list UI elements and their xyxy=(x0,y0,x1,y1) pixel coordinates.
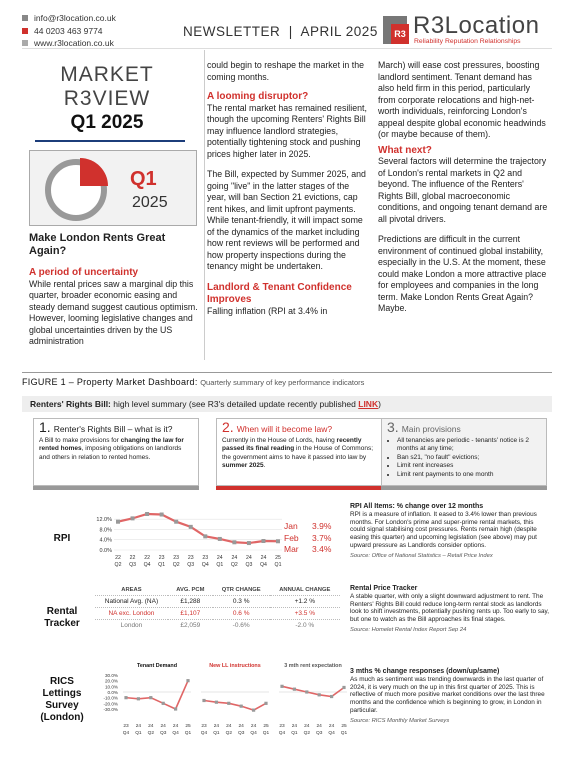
x-tick-label: Q1 xyxy=(135,731,142,736)
article-column-3 xyxy=(378,60,548,315)
card3-accent xyxy=(381,486,547,490)
x-tick-label: Q1 xyxy=(274,562,282,568)
rental-pcm: £1,107 xyxy=(168,608,213,620)
provision-item: • Limit rent increases xyxy=(397,462,541,471)
x-tick-label: Q4 xyxy=(328,731,335,736)
figure-subtitle: Quarterly summary of key performance indicators xyxy=(200,378,365,387)
x-tick-label: 23 xyxy=(202,555,209,561)
y-tick-label: -10.0% xyxy=(103,695,118,701)
x-tick-label: Q2 xyxy=(225,731,233,736)
x-tick-label: Q2 xyxy=(303,731,311,736)
x-tick-label: Q4 xyxy=(143,562,151,568)
card2-text-a: Currently in the House of Lords, having xyxy=(222,436,337,444)
rpi-month-name: Feb xyxy=(284,532,299,543)
provisions-list xyxy=(387,437,541,480)
company-logo xyxy=(383,14,553,46)
x-tick-label: Q1 xyxy=(184,731,192,736)
heading-uncertainty: A period of uncertainty xyxy=(29,267,139,278)
rental-col-header: QTR CHANGE xyxy=(221,587,261,593)
rics-chart xyxy=(94,659,348,745)
contact-email[interactable]: info@r3location.co.uk xyxy=(34,13,116,23)
contact-phone[interactable]: 44 0203 463 9774 xyxy=(34,25,103,36)
paragraph-6: March) will ease cost pressures, boosting landlord sentiment. Tenant demand has also held firm in this period, particularly from corporate relocations and high-net-worth individuals, reinforcing London's appeal despite global economic headwinds (or maybe because of them). xyxy=(378,60,546,139)
y-tick-label: 0.0% xyxy=(99,548,112,554)
rental-pcm: £2,059 xyxy=(168,620,213,632)
rics-source: Source: RICS Monthly Market Surveys xyxy=(350,717,450,724)
masthead-r3view xyxy=(22,88,192,110)
table-row xyxy=(95,620,340,632)
provision-item: • Limit rent payments to one month xyxy=(397,471,541,480)
x-tick-label: Q3 xyxy=(159,731,167,736)
rental-annual: +1.2 % xyxy=(270,596,340,608)
badge-year: 2025 xyxy=(132,194,168,211)
rrb-banner xyxy=(22,396,552,412)
article-column-2 xyxy=(207,60,367,317)
provision-item: • Ban s21, "no fault" evictions; xyxy=(397,454,541,463)
rpi-note xyxy=(350,503,550,561)
rics-point xyxy=(162,702,165,705)
card-what-is-it xyxy=(33,418,199,486)
panel-title: Tenant Demand xyxy=(136,663,178,669)
card1-accent xyxy=(33,486,199,490)
quarter-badge xyxy=(29,150,197,226)
card1-text-c: , imposing obligations on landlords and others in relation to rented homes. xyxy=(39,445,182,461)
rics-point xyxy=(174,707,177,710)
rrb-text: high level summary (see R3's detailed update recently published xyxy=(113,399,356,409)
x-tick-label: 22 xyxy=(144,555,150,561)
rrb-close: ) xyxy=(378,399,381,409)
rics-series-line xyxy=(126,681,188,709)
rental-note-title: Rental Price Tracker xyxy=(350,585,418,592)
rental-note-text: A stable quarter, with only a slight downward adjustment to rent. The Renters' Rights Bill could reduce long-term rental stock as landlords look to shift investments, potentially pushing rents up. Too early to say, but one to watch as the Bill approaches its final stages. xyxy=(350,592,550,624)
rpi-point xyxy=(276,539,280,543)
x-tick-label: Q1 xyxy=(262,731,270,736)
figure-caption xyxy=(22,377,364,387)
newsletter-title: NEWSLETTER | APRIL 2025 xyxy=(183,24,378,39)
rics-point xyxy=(305,690,308,693)
rics-point xyxy=(137,697,140,700)
email-icon xyxy=(22,15,28,21)
table-row xyxy=(95,608,340,620)
rics-point xyxy=(318,693,321,696)
rental-table xyxy=(95,585,340,631)
heading-disruptor: A looming disruptor? xyxy=(207,91,309,102)
rental-qtr: 0.6 % xyxy=(213,608,270,620)
rics-point xyxy=(264,702,267,705)
rics-label: RICS Lettings Survey (London) xyxy=(40,676,84,723)
rpi-months xyxy=(284,521,331,556)
provision-item: • All tenancies are periodic - tenants' notice is 2 months at any time; xyxy=(397,437,541,454)
rpi-point xyxy=(174,520,178,524)
masthead-rule xyxy=(35,140,185,142)
rental-qtr: -0.6% xyxy=(213,620,270,632)
x-tick-label: 24 xyxy=(250,724,257,729)
x-tick-label: Q4 xyxy=(201,562,209,568)
x-tick-label: Q2 xyxy=(147,731,155,736)
paragraph-5: Falling inflation (RPI at 3.4% in xyxy=(207,305,328,316)
rics-point xyxy=(186,679,189,682)
y-tick-label: 4.0% xyxy=(99,537,112,544)
rics-note-title: 3 mths % change responses (down/up/same) xyxy=(350,668,500,675)
rics-point xyxy=(342,686,345,689)
rics-point xyxy=(227,702,230,705)
rpi-month-name: Jan xyxy=(284,521,298,531)
x-tick-label: 24 xyxy=(216,555,223,561)
rpi-point xyxy=(247,541,251,545)
rpi-source: Source: Office of National Statistics – Retail Price Index xyxy=(350,552,493,559)
x-tick-label: 22 xyxy=(115,555,121,561)
y-tick-label: 8.0% xyxy=(99,527,112,534)
rics-note xyxy=(350,668,550,726)
y-tick-label: 12.0% xyxy=(96,517,112,524)
rics-point xyxy=(330,695,333,698)
figure-divider xyxy=(22,372,552,373)
table-row xyxy=(95,596,340,608)
card2-text-e: . xyxy=(263,462,266,469)
rpi-point xyxy=(232,540,236,544)
contact-web[interactable]: www.r3location.co.uk xyxy=(34,38,114,48)
rpi-note-text: RPI is a measure of inflation. It eased to 3.4% lower than previous months. For London's prime and super-prime rental markets, this could signal stabilising cost pressures. Rents remain high (despite easing this quarter) and upcoming legislation (see above) may put upward pressure as Landlords consider options. xyxy=(350,510,537,549)
card1-title: Renter's Rights Bill – what is it? xyxy=(53,424,173,434)
x-tick-label: 23 xyxy=(279,724,285,729)
rental-area: London xyxy=(95,620,168,632)
rental-area: NA exc. London xyxy=(95,608,168,620)
x-tick-label: Q2 xyxy=(230,562,238,568)
x-tick-label: 24 xyxy=(172,724,179,729)
rpi-series-line xyxy=(118,514,278,543)
phone-icon xyxy=(22,28,28,34)
card3-title: Main provisions xyxy=(401,424,461,434)
panel-title: 3 mth rent expectation xyxy=(284,663,342,669)
paragraph-1: While rental prices saw a marginal dip this quarter, broader economic easing and steady demand suggest cautious optimism. However, looming legislative changes and global uncertainties driven by the US administration xyxy=(29,278,198,346)
rrb-label: Renters' Rights Bill: xyxy=(30,399,111,409)
rental-header-row xyxy=(95,585,340,596)
card2-text-c: in the House of Commons; the government aims to have it passed into law by xyxy=(222,445,374,461)
x-tick-label: Q4 xyxy=(122,731,130,736)
x-tick-label: 24 xyxy=(260,555,267,561)
rental-col-header: AREAS xyxy=(121,587,142,593)
x-tick-label: 24 xyxy=(231,555,238,561)
rental-annual: +3.5 % xyxy=(270,608,340,620)
x-tick-label: 25 xyxy=(275,555,281,561)
x-tick-label: 23 xyxy=(173,555,180,561)
rpi-chart xyxy=(88,506,284,578)
rpi-month-value: 3.7% xyxy=(312,532,332,543)
y-tick-label: 30.0% xyxy=(104,673,118,678)
card-when-law xyxy=(216,418,382,486)
x-tick-label: Q3 xyxy=(237,731,245,736)
card1-number: 1. xyxy=(39,419,51,435)
x-tick-label: 24 xyxy=(238,724,244,729)
rics-note-text: As much as sentiment was trending downwards in the last quarter of 2024, it is very much on the up in this first quarter of 2025. This is reflective of much more positive market conditions over the last three months and the confidence which is beginning to grow, in London in particular. xyxy=(350,675,545,714)
heading-confidence: Landlord & Tenant Confidence Improves xyxy=(207,281,352,305)
rental-col-header: AVG. PCM xyxy=(176,587,205,593)
x-tick-label: 24 xyxy=(291,724,298,729)
x-tick-label: 24 xyxy=(148,724,154,729)
header-divider xyxy=(22,48,552,49)
rpi-month-row xyxy=(284,533,331,545)
badge-quarter: Q1 xyxy=(130,168,157,190)
x-tick-label: Q3 xyxy=(245,562,253,568)
paragraph-8: Predictions are difficult in the current environment of continued global instability, especially in the U.S. At the moment, these could make London a more attractive place for employees and companies in the long term. Make London Rents Great Again? Maybe. xyxy=(378,234,547,313)
rental-annual: -2.0 % xyxy=(270,620,340,632)
y-tick-label: -20.0% xyxy=(103,701,118,707)
y-tick-label: 20.0% xyxy=(104,678,118,684)
paragraph-7: Several factors will determine the trajectory of London's rental markets in Q2 and beyond. The influence of the Renters' Rights Bill, global macroeconomic conditions, and ongoing tenant demand are all pivotal drivers. xyxy=(378,156,548,224)
rental-pcm: £1,288 xyxy=(168,596,213,608)
x-tick-label: 24 xyxy=(135,724,142,729)
rpi-month-row xyxy=(284,544,331,556)
card1-text-a: A Bill to make provisions for xyxy=(39,436,121,444)
rpi-point xyxy=(261,539,265,543)
x-tick-label: 24 xyxy=(304,724,310,729)
rpi-label: RPI xyxy=(53,533,71,544)
logo-tagline: Reliability Reputation Relationships xyxy=(414,38,521,45)
rental-note xyxy=(350,585,550,635)
card2-number: 2. xyxy=(222,419,234,435)
masthead-quarter: Q1 2025 xyxy=(70,112,144,133)
contact-block xyxy=(22,12,116,50)
rpi-point xyxy=(160,513,164,517)
card-provisions xyxy=(381,418,547,486)
x-tick-label: 24 xyxy=(226,724,232,729)
rics-point xyxy=(215,701,218,704)
masthead-r3view-text: R3VIEW xyxy=(63,87,151,110)
rics-point xyxy=(240,705,243,708)
x-tick-label: 25 xyxy=(185,724,191,729)
rental-area: National Avg. (NA) xyxy=(95,596,168,608)
article-subtitle: Make London Rents Great Again? xyxy=(29,232,166,257)
rpi-month-row xyxy=(284,521,331,533)
paragraph-2: could begin to reshape the market in the coming months. xyxy=(207,60,364,82)
x-tick-label: 25 xyxy=(263,724,269,729)
x-tick-label: Q1 xyxy=(213,731,220,736)
x-tick-label: 23 xyxy=(158,555,165,561)
x-tick-label: 22 xyxy=(129,555,136,561)
web-icon xyxy=(22,40,28,46)
article-column-1 xyxy=(29,232,201,348)
rental-label: Rental Tracker xyxy=(44,606,80,629)
figure-title: FIGURE 1 – Property Market Dashboard: xyxy=(22,377,198,387)
rics-point xyxy=(293,688,296,691)
x-tick-label: Q4 xyxy=(250,731,257,736)
logo-name: R3Location xyxy=(413,12,540,39)
paragraph-4: The Bill, expected by Summer 2025, and going "live" in the latter stages of the year, will ban Section 21 evictions, cap rent hikes, and limit upfront payments. While tenant-friendly, it will impact some of the dynamics of the market including how rent reviews will be performed and how property inspections during the tenancy might be undertaken. xyxy=(207,169,366,271)
card1-text-b: changing the law for rented homes xyxy=(39,436,184,452)
x-tick-label: 23 xyxy=(201,724,207,729)
x-tick-label: Q4 xyxy=(278,731,286,736)
x-tick-label: 24 xyxy=(316,724,322,729)
rpi-month-value: 3.9% xyxy=(312,521,332,531)
rics-point xyxy=(252,709,255,712)
x-tick-label: 23 xyxy=(187,555,194,561)
rental-source: Source: Homelet Rental Index Report Sep 24 xyxy=(350,626,467,633)
x-tick-label: Q2 xyxy=(172,562,180,568)
x-tick-label: Q3 xyxy=(315,731,323,736)
rics-point xyxy=(202,699,205,702)
x-tick-label: Q1 xyxy=(340,731,348,736)
rics-series-line xyxy=(204,701,266,711)
x-tick-label: 24 xyxy=(160,724,166,729)
card2-text-d: summer 2025 xyxy=(222,462,264,469)
y-tick-label: 10.0% xyxy=(104,684,118,690)
rpi-point xyxy=(218,537,222,541)
x-tick-label: 24 xyxy=(246,555,252,561)
masthead-market: MARKET xyxy=(60,63,154,86)
card3-number: 3. xyxy=(387,419,399,435)
x-tick-label: 23 xyxy=(123,724,129,729)
rrb-link[interactable]: LINK xyxy=(358,399,379,409)
x-tick-label: Q1 xyxy=(216,562,224,568)
rpi-month-name: Mar xyxy=(284,544,299,554)
column-divider xyxy=(204,50,205,360)
rpi-point xyxy=(145,512,149,516)
rics-point xyxy=(280,685,283,688)
panel-title: New LL instructions xyxy=(209,663,261,669)
rics-series-line xyxy=(282,686,344,696)
rpi-point xyxy=(203,534,207,538)
logo-mark: R3 xyxy=(391,24,409,44)
rics-point xyxy=(124,696,127,699)
y-tick-label: 0.0% xyxy=(107,690,118,695)
paragraph-3: The rental market has remained resilient, though the upcoming Renters' Rights Bill may influence landlord strategies, potentially tightening stock and pushing prices higher later in 2025. xyxy=(207,102,367,159)
x-tick-label: 24 xyxy=(213,724,220,729)
rpi-note-title: RPI All Items: % change over 12 months xyxy=(350,503,484,510)
card2-title: When will it become law? xyxy=(236,424,333,434)
x-tick-label: Q4 xyxy=(259,562,267,568)
y-tick-label: -30.0% xyxy=(103,707,118,712)
card2-accent xyxy=(216,486,382,490)
x-tick-label: 25 xyxy=(341,724,347,729)
x-tick-label: Q3 xyxy=(129,562,137,568)
card2-text-b: recently passed its final reading xyxy=(222,436,362,452)
x-tick-label: Q4 xyxy=(200,731,208,736)
rpi-point xyxy=(116,520,120,524)
x-tick-label: Q4 xyxy=(172,731,179,736)
rpi-point xyxy=(131,516,135,520)
pie-chart-icon xyxy=(34,152,124,226)
rics-point xyxy=(149,696,152,699)
x-tick-label: Q3 xyxy=(187,562,195,568)
x-tick-label: Q1 xyxy=(158,562,166,568)
rental-qtr: 0.3 % xyxy=(213,596,270,608)
x-tick-label: Q2 xyxy=(114,562,122,568)
x-tick-label: Q1 xyxy=(291,731,298,736)
rpi-point xyxy=(189,525,193,529)
x-tick-label: 24 xyxy=(328,724,335,729)
rpi-month-value: 3.4% xyxy=(312,544,332,554)
heading-what-next: What next? xyxy=(378,144,432,156)
rental-col-header: ANNUAL CHANGE xyxy=(279,587,331,593)
